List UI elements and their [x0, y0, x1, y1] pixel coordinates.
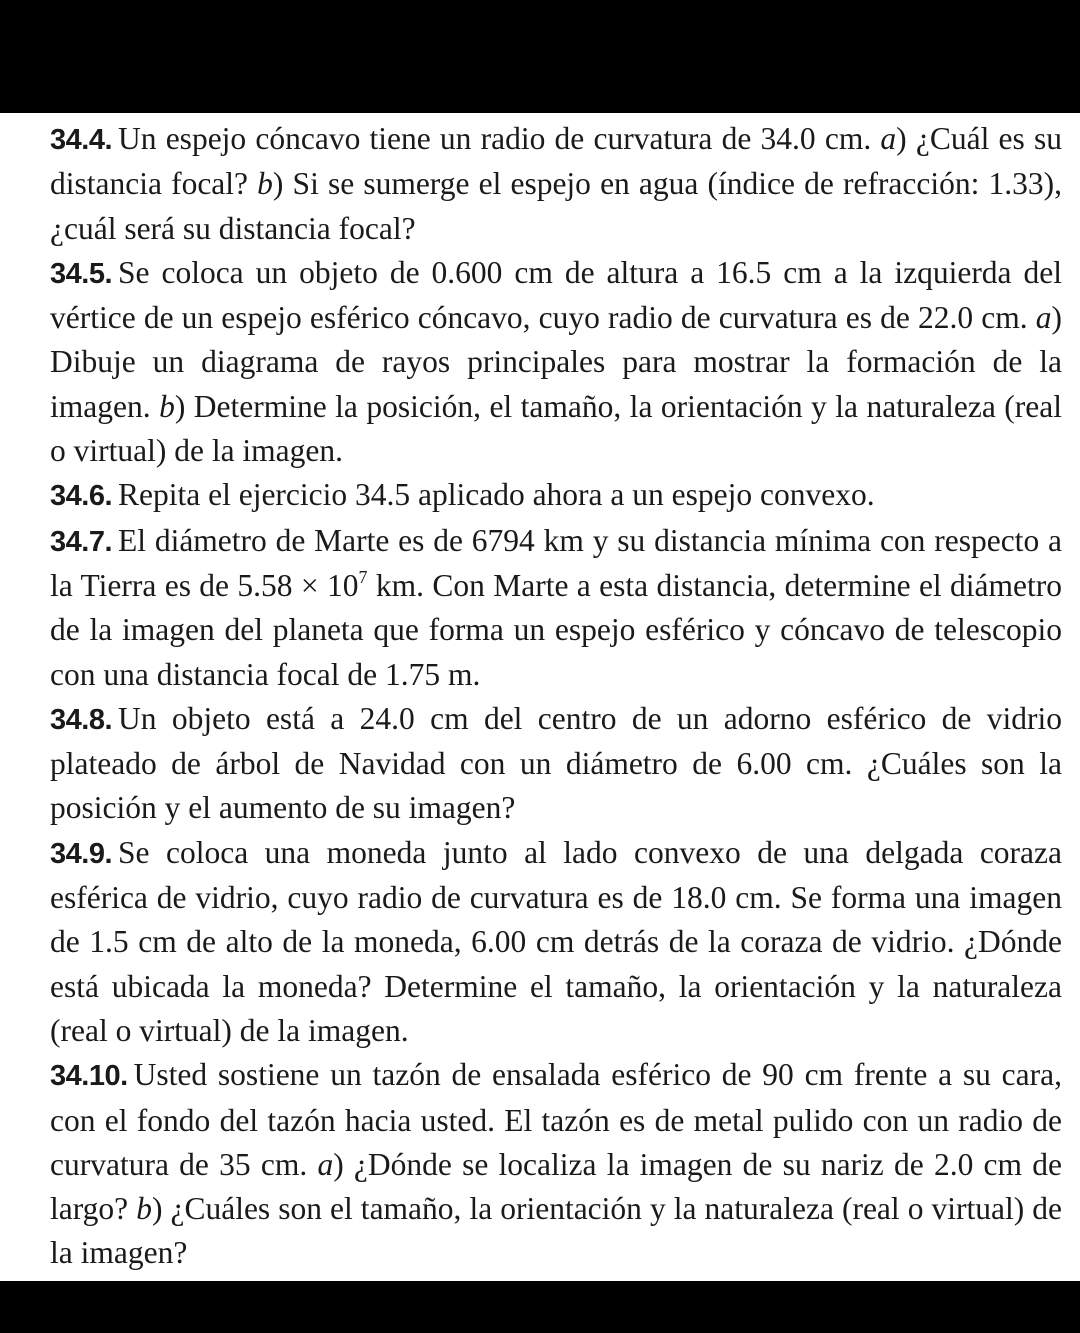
problem-number: 34.5. [50, 257, 112, 290]
problem-item [50, 697, 1062, 831]
textbook-page [0, 113, 1080, 1281]
problem-text: Repita el ejercicio 34.5 aplicado ahora a un espejo convexo. [118, 477, 875, 513]
top-black-bar [0, 0, 1080, 113]
problem-number: 34.8. [50, 703, 112, 736]
part-label: a [1035, 300, 1052, 336]
problem-number: 34.6. [50, 480, 112, 513]
problem-text: ) Si se sumerge el espejo en agua (índice de refracción: 1.33), ¿cuál será su distancia focal? [50, 166, 1062, 246]
problem-text: ) ¿Dónde se localiza la imagen de su nariz de 2.0 cm de largo? [50, 1146, 1063, 1227]
problem-text: Se coloca una moneda junto al lado convexo de una delgada coraza esférica de vidrio, cuyo radio de curvatura es de 18.0 cm. Se forma una imagen de 1.5 cm de alto de la moneda, 6.00 cm detrás de la coraza de vidrio. ¿Dónde está ubicada la moneda? Determine el tamaño, la orientación y la naturaleza (real o virtual) de la imagen. [50, 834, 1062, 1048]
problem-number: 34.10. [50, 1060, 128, 1093]
problem-item [50, 1053, 1062, 1275]
problem-text: km. Con Marte a esta distancia, determine el diámetro de la imagen del planeta que forma un espejo esférico y cóncavo de telescopio con una distancia focal de 1.75 m. [50, 567, 1063, 692]
problem-item [50, 473, 1062, 518]
problem-number: 34.9. [50, 837, 112, 870]
part-label: a [317, 1146, 334, 1182]
problem-number: 34.4. [50, 124, 112, 156]
problem-text: Un espejo cóncavo tiene un radio de curvatura de 34.0 cm. [118, 121, 881, 156]
problem-text: Se coloca un objeto de 0.600 cm de altura a 16.5 cm a la izquierda del vértice de un espejo esférico cóncavo, cuyo radio de curvatura es de 22.0 cm. [50, 254, 1062, 336]
problem-text: El diámetro de Marte es de 6794 km y su distancia mínima con respecto a la Tierra es de 5.58 × 10 [50, 522, 1062, 603]
problem-text: ) Determine la posición, el tamaño, la orientación y la naturaleza (real o virtual) de la imagen. [50, 388, 1062, 469]
bottom-black-bar [0, 1281, 1080, 1333]
exponent: 7 [358, 566, 368, 587]
problem-text: Usted sostiene un tazón de ensalada esférico de 90 cm frente a su cara, con el fondo del tazón hacia usted. El tazón es de metal pulido con un radio de curvatura de 35 cm. [50, 1057, 1062, 1182]
problem-item [50, 251, 1062, 473]
problem-list [50, 117, 1062, 1276]
part-label: b [257, 166, 273, 202]
problem-number: 34.7. [50, 525, 112, 558]
problem-item [50, 117, 1062, 251]
problem-text: ) Dibuje un diagrama de rayos principales para mostrar la formación de la imagen. [50, 300, 1062, 424]
part-label: a [880, 121, 897, 156]
problem-item [50, 831, 1062, 1053]
part-label: b [159, 388, 175, 424]
problem-text: ) ¿Cuál es su distancia focal? [50, 121, 1062, 202]
part-label: b [136, 1191, 152, 1227]
problem-text: ) ¿Cuáles son el tamaño, la orientación y la naturaleza (real o virtual) de la imagen? [50, 1191, 1062, 1271]
problem-item [50, 519, 1062, 697]
problem-text: Un objeto está a 24.0 cm del centro de un adorno esférico de vidrio plateado de árbol de Navidad con un diámetro de 6.00 cm. ¿Cuáles son la posición y el aumento de su imagen? [50, 700, 1062, 826]
